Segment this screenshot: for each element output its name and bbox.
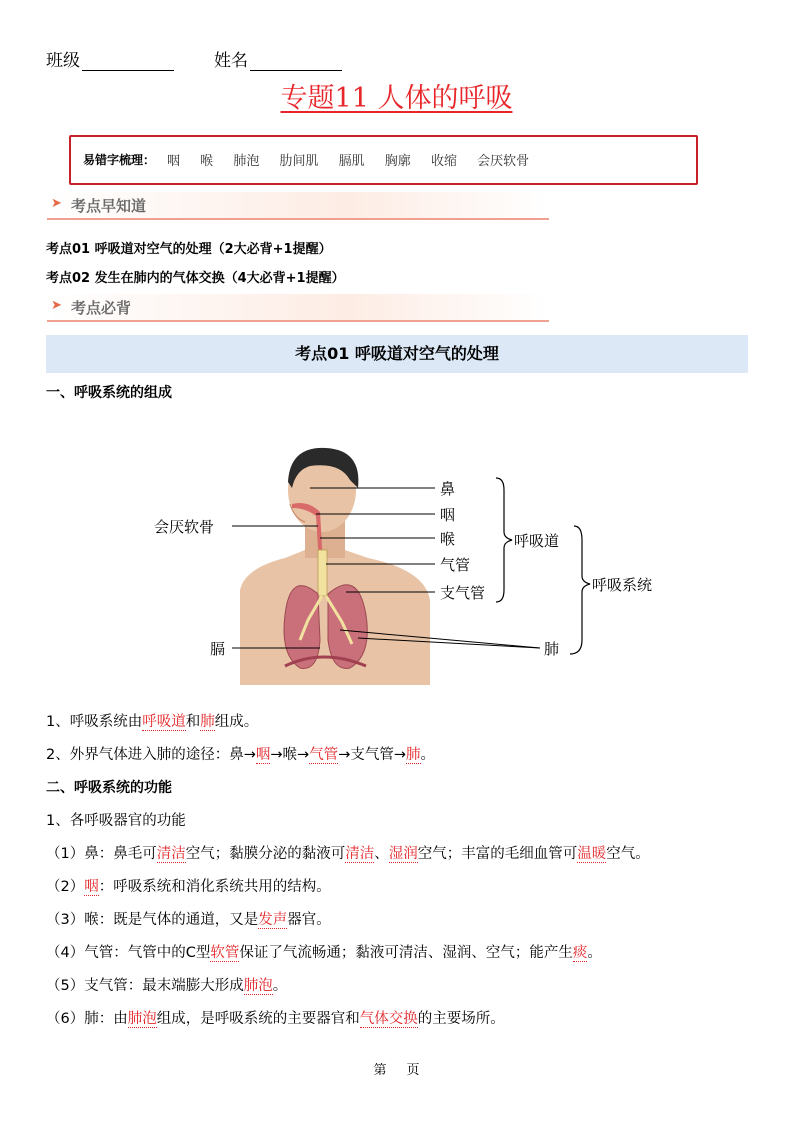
heading-composition: 一、呼吸系统的组成: [46, 385, 172, 401]
footer-ye: 页: [406, 1063, 420, 1078]
label-pharynx: 咽: [440, 506, 456, 524]
arrow-icon: ➤: [51, 196, 62, 211]
label-nose: 鼻: [440, 480, 456, 498]
line-trachea: （4）气管：气管中的C型软管保证了气流畅通；黏液可清洁、湿润、空气；能产生痰。: [46, 945, 602, 961]
label-trachea: 气管: [440, 556, 471, 574]
label-bronchus: 支气管: [440, 584, 486, 602]
word: 喉: [200, 154, 214, 169]
page-title: 专题11 人体的呼吸: [280, 83, 513, 114]
section-title: 考点必背: [71, 299, 132, 317]
label-lung: 肺: [544, 640, 560, 658]
label-airway: 呼吸道: [514, 532, 560, 550]
arrow-icon: ➤: [51, 298, 62, 313]
word: 膈肌: [338, 154, 365, 169]
label-diaphragm: 膈: [210, 640, 226, 658]
word: 咽: [167, 154, 181, 169]
word: 会厌软骨: [477, 154, 530, 169]
class-field: [46, 46, 174, 71]
section-header-must: [47, 294, 549, 322]
line-pharynx: （2）咽：呼吸系统和消化系统共用的结构。: [46, 879, 331, 895]
word: 肺泡: [233, 154, 260, 169]
line-organs: 1、各呼吸器官的功能: [46, 813, 186, 829]
topic-band: 考点01 呼吸道对空气的处理: [46, 335, 748, 373]
word: 收缩: [430, 154, 457, 169]
brace-system: [570, 526, 590, 654]
line-bronchus: （5）支气管：最末端膨大形成肺泡。: [46, 978, 288, 994]
name-blank: [250, 54, 342, 71]
class-blank: [82, 54, 174, 71]
line-composition: 1、呼吸系统由呼吸道和肺组成。: [46, 714, 259, 730]
section-header-overview: [47, 192, 549, 220]
respiratory-diagram: [140, 440, 670, 690]
line-lung: （6）肺：由肺泡组成，是呼吸系统的主要器官和气体交换的主要场所。: [46, 1011, 505, 1027]
label-larynx: 喉: [440, 530, 456, 548]
easy-wrong-label: 易错字梳理：: [83, 153, 156, 167]
point-item: 考点01 呼吸道对空气的处理（2大必背+1提醒）: [46, 242, 332, 257]
line-pathway: 2、外界气体进入肺的途径：鼻→咽→喉→气管→支气管→肺。: [46, 747, 435, 763]
footer-di: 第: [373, 1063, 387, 1078]
label-epiglottis: 会厌软骨: [154, 518, 215, 536]
point-item: 考点02 发生在肺内的气体交换（4大必背+1提醒）: [46, 271, 345, 286]
trachea: [318, 550, 327, 596]
line-nose: （1）鼻：鼻毛可清洁空气；黏膜分泌的黏液可清洁、湿润空气；丰富的毛细血管可温暖空气。: [46, 846, 650, 862]
easy-wrong-box: [69, 135, 698, 185]
page-footer: [0, 1059, 793, 1078]
class-label: 班级: [46, 51, 80, 71]
easy-wrong-words: [167, 150, 545, 169]
name-label: 姓名: [214, 51, 248, 71]
name-field: [214, 46, 342, 71]
word: 胸廓: [384, 154, 411, 169]
word: 肋间肌: [279, 154, 319, 169]
heading-function: 二、呼吸系统的功能: [46, 780, 172, 796]
line-larynx: （3）喉：既是气体的通道，又是发声器官。: [46, 912, 331, 928]
section-title: 考点早知道: [71, 197, 147, 215]
brace-airway: [496, 478, 512, 602]
label-system: 呼吸系统: [592, 576, 653, 594]
right-lung: [328, 585, 367, 669]
